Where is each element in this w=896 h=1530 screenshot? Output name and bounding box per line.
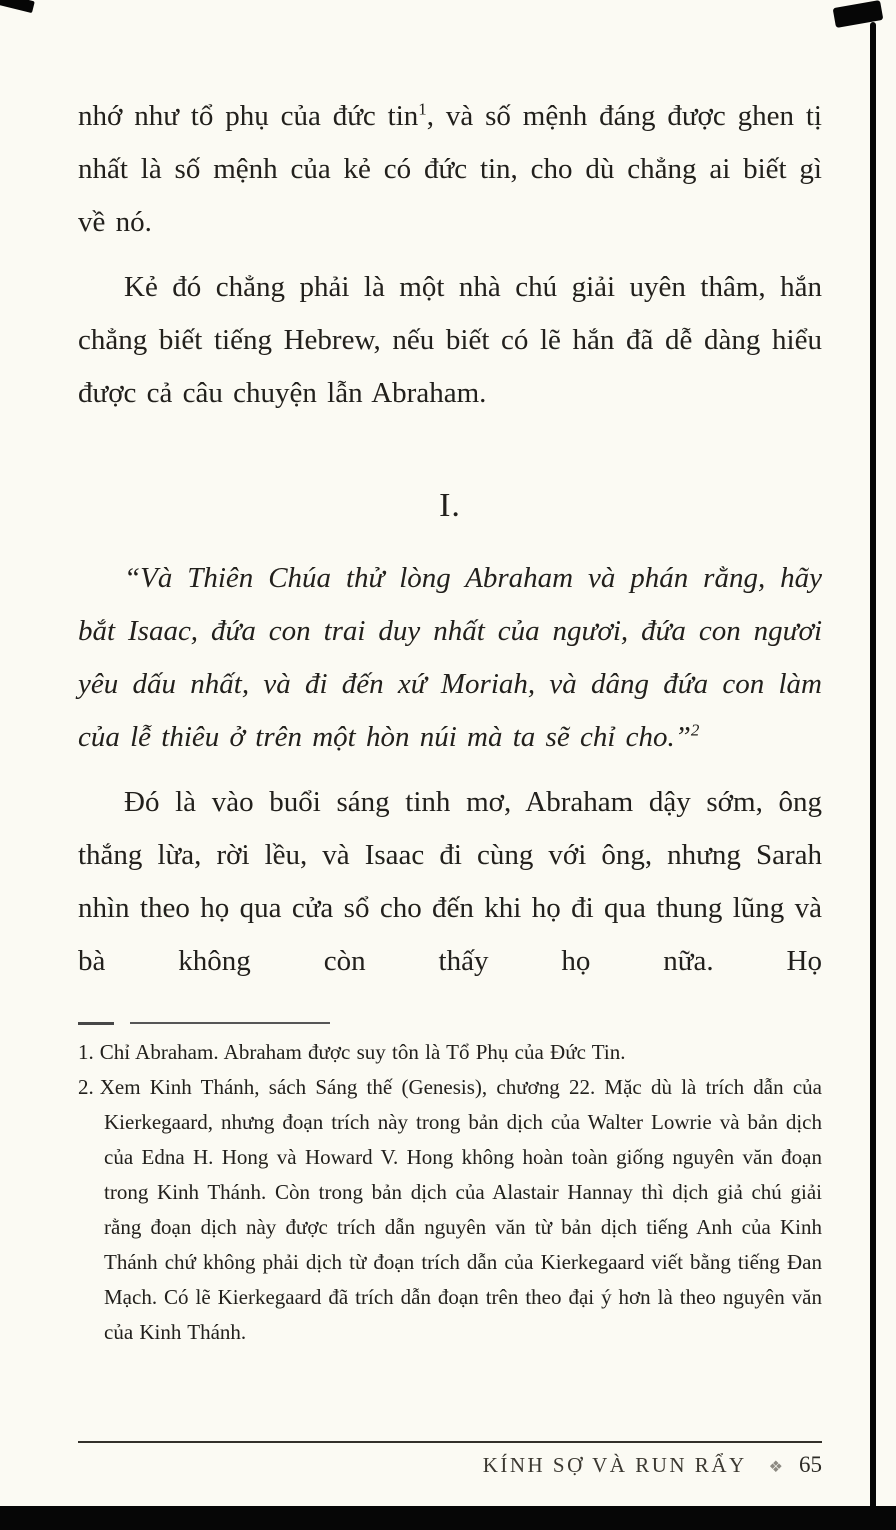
footnote-text: Xem Kinh Thánh, sách Sáng thế (Genesis), chương 22. Mặc dù là trích dẫn của Kierkegaard, nhưng đoạn trích này trong bản dịch của Walter Lowrie và bản dịch của Edna H. Hong và Howard V. Hong không hoàn toàn giống nguyên văn đoạn trong Kinh Thánh. Còn trong bản dịch của Alastair Hannay thì dịch giả chú giải rằng đoạn dịch này được trích dẫn nguyên văn từ bản dịch tiếng Anh của Kinh Thánh chứ không phải dịch từ đoạn trích dẫn của Kierkegaard viết bằng tiếng Đan Mạch. Có lẽ Kierkegaard đã trích dẫn đoạn trên theo đại ý hơn là theo nguyên văn của Kinh Thánh. [99, 1075, 822, 1344]
footnote-marker: 2. [78, 1075, 94, 1099]
section-heading: I. [439, 487, 461, 524]
scan-edge-right [870, 22, 876, 1512]
page-footer [78, 1452, 822, 1478]
text-column [78, 90, 822, 1350]
paragraph-3: Đó là vào buổi sáng tinh mơ, Abraham dậy sớm, ông thắng lừa, rời lều, và Isaac đi cùng với ông, nhưng Sarah nhìn theo họ qua cửa sổ cho đến khi họ đi qua thung lũng và bà không còn thấy họ nữa. Họ [78, 786, 822, 977]
quote-text: “Và Thiên Chúa thử lòng Abraham và phán rằng, hãy bắt Isaac, đứa con trai duy nhất của ngươi, đứa con ngươi yêu dấu nhất, và đi đến xứ Moriah, và dâng đứa con làm của lễ thiêu ở trên một hòn núi mà ta sẽ chỉ cho.” [78, 562, 822, 753]
separator-line [130, 1022, 330, 1024]
separator-dash [78, 1022, 114, 1025]
footnote-1 [78, 1035, 822, 1070]
page-number: 65 [799, 1452, 822, 1477]
footnote-2 [78, 1070, 822, 1350]
footnote-separator [78, 1014, 822, 1019]
paragraph-text: , và số mệnh đáng được ghen tị nhất là số mệnh của kẻ có đức tin, cho dù chẳng ai biết gì về nó. [78, 100, 822, 238]
footnote-ref-2: 2 [690, 720, 700, 740]
paragraph-text: nhớ như tổ phụ của đức tin [78, 100, 419, 132]
footnote-ref-1: 1 [418, 99, 427, 119]
footnote-marker: 1. [78, 1040, 94, 1064]
footnotes-block [78, 1035, 822, 1350]
scan-artifact-top-left [0, 0, 35, 13]
paragraph-continuation [78, 90, 822, 249]
ornament-icon: ❖ [768, 1459, 783, 1476]
scripture-quote [78, 552, 822, 764]
running-title: KÍNH SỢ VÀ RUN RẨY [482, 1453, 747, 1477]
footnote-text: Chỉ Abraham. Abraham được suy tôn là Tổ Phụ của Đức Tin. [99, 1040, 626, 1064]
footer-rule [78, 1441, 822, 1443]
scan-edge-bottom [0, 1506, 896, 1530]
paragraph-2: Kẻ đó chẳng phải là một nhà chú giải uyên thâm, hắn chẳng biết tiếng Hebrew, nếu biết có lẽ hắn đã dễ dàng hiểu được cả câu chuyện lẫn Abraham. [78, 271, 822, 409]
